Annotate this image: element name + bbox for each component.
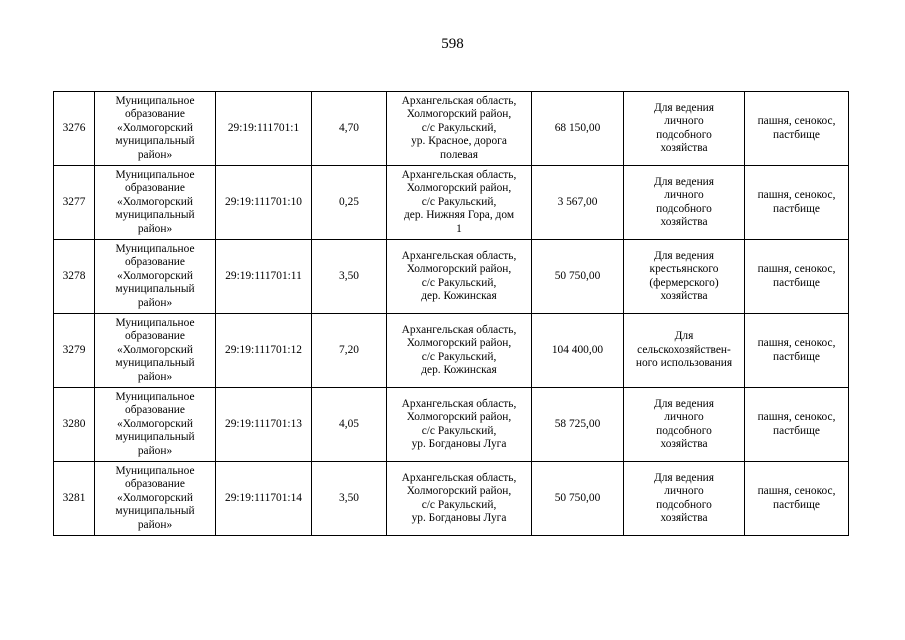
cell-text-line: с/с Ракульский, (421, 350, 497, 363)
cell-address (387, 166, 532, 240)
cell-text-line: дер. Кожинская (421, 289, 497, 302)
cell-text-line: 1 (456, 222, 462, 235)
cell-text-line: (фермерского) (649, 276, 719, 289)
cell-area: 3,50 (312, 462, 387, 536)
cell-text-line: полевая (440, 148, 478, 161)
cell-address (387, 92, 532, 166)
cell-text-line: личного (664, 411, 704, 424)
cell-cadastral-number: 29:19:111701:10 (216, 166, 312, 240)
cell-area: 3,50 (312, 240, 387, 314)
cell-text-line: образование (125, 330, 185, 343)
cell-text-line: Холмогорский район, (406, 337, 512, 350)
cell-text-line: Для ведения (653, 175, 715, 188)
cell-text-line: «Холмогорский (117, 343, 193, 356)
cell-text-line: крестьянского (649, 263, 719, 276)
cell-text-line: образование (125, 182, 185, 195)
cell-address (387, 388, 532, 462)
cell-text-line: Для ведения (653, 249, 715, 262)
cell-permitted-use (624, 92, 745, 166)
cell-record-number: 3276 (54, 92, 95, 166)
cell-permitted-use (624, 166, 745, 240)
table-body (54, 92, 849, 536)
cell-owner (95, 462, 216, 536)
cell-land-type (745, 92, 849, 166)
cell-land-type (745, 240, 849, 314)
cell-text-line: с/с Ракульский, (421, 498, 497, 511)
cell-area: 0,25 (312, 166, 387, 240)
cell-text-line: хозяйства (660, 141, 708, 154)
cell-text-line: Архангельская область, (401, 323, 517, 336)
cell-text-line: Муниципальное (115, 316, 195, 329)
cell-text-line: Муниципальное (115, 390, 195, 403)
cell-text-line: район» (137, 444, 173, 457)
cell-owner (95, 166, 216, 240)
cell-text-line: район» (137, 296, 173, 309)
cell-text-line: сельскохозяйствен- (637, 343, 731, 356)
cell-text-line: пастбище (773, 202, 820, 215)
cell-text-line: хозяйства (660, 215, 708, 228)
cell-text-line: с/с Ракульский, (421, 195, 497, 208)
cell-owner (95, 388, 216, 462)
cell-text-line: Муниципальное (115, 168, 195, 181)
cell-text-line: дер. Кожинская (421, 363, 497, 376)
cell-permitted-use (624, 240, 745, 314)
cell-cadastral-value: 104 400,00 (532, 314, 624, 388)
table-row (54, 240, 849, 314)
cell-text-line: образование (125, 404, 185, 417)
cell-text-line: Муниципальное (115, 464, 195, 477)
cell-permitted-use (624, 388, 745, 462)
cell-text-line: Холмогорский район, (406, 263, 512, 276)
table-row (54, 314, 849, 388)
cell-text-line: подсобного (656, 498, 712, 511)
cell-text-line: пашня, сенокос, (757, 411, 836, 424)
cell-text-line: пастбище (773, 350, 820, 363)
cell-cadastral-number: 29:19:111701:13 (216, 388, 312, 462)
page-number: 598 (441, 36, 464, 52)
land-registry-table (53, 91, 849, 536)
cell-text-line: подсобного (656, 202, 712, 215)
cell-text-line: пастбище (773, 276, 820, 289)
cell-text-line: с/с Ракульский, (421, 121, 497, 134)
cell-text-line: Холмогорский район, (406, 411, 512, 424)
cell-text-line: личного (664, 115, 704, 128)
cell-address (387, 314, 532, 388)
cell-text-line: подсобного (656, 424, 712, 437)
cell-cadastral-number: 29:19:111701:1 (216, 92, 312, 166)
cell-text-line: Для ведения (653, 101, 715, 114)
cell-text-line: район» (137, 148, 173, 161)
cell-record-number: 3280 (54, 388, 95, 462)
cell-text-line: ур. Богдановы Луга (411, 511, 507, 524)
cell-text-line: пашня, сенокос, (757, 115, 836, 128)
cell-text-line: «Холмогорский (117, 269, 193, 282)
cell-text-line: муниципальный (115, 431, 195, 444)
cell-text-line: с/с Ракульский, (421, 424, 497, 437)
cell-text-line: пашня, сенокос, (757, 189, 836, 202)
cell-area: 4,05 (312, 388, 387, 462)
cell-text-line: ур. Богдановы Луга (411, 437, 507, 450)
cell-land-type (745, 388, 849, 462)
cell-owner (95, 240, 216, 314)
table-row (54, 388, 849, 462)
cell-address (387, 240, 532, 314)
cell-text-line: Муниципальное (115, 242, 195, 255)
cell-text-line: район» (137, 370, 173, 383)
cell-cadastral-number: 29:19:111701:12 (216, 314, 312, 388)
cell-text-line: дер. Нижняя Гора, дом (403, 209, 515, 222)
cell-text-line: образование (125, 108, 185, 121)
cell-cadastral-value: 50 750,00 (532, 240, 624, 314)
table-row (54, 462, 849, 536)
cell-text-line: ур. Красное, дорога (411, 135, 507, 148)
cell-text-line: личного (664, 485, 704, 498)
cell-text-line: с/с Ракульский, (421, 276, 497, 289)
cell-text-line: образование (125, 256, 185, 269)
cell-text-line: ного использования (635, 357, 733, 370)
cell-text-line: пастбище (773, 498, 820, 511)
cell-text-line: пашня, сенокос, (757, 485, 836, 498)
cell-cadastral-value: 50 750,00 (532, 462, 624, 536)
cell-cadastral-number: 29:19:111701:11 (216, 240, 312, 314)
cell-text-line: Для (674, 330, 694, 343)
cell-owner (95, 92, 216, 166)
cell-text-line: Архангельская область, (401, 168, 517, 181)
cell-text-line: пашня, сенокос, (757, 337, 836, 350)
cell-text-line: пастбище (773, 128, 820, 141)
cell-text-line: муниципальный (115, 283, 195, 296)
cell-text-line: Архангельская область, (401, 249, 517, 262)
cell-text-line: «Холмогорский (117, 121, 193, 134)
cell-text-line: Холмогорский район, (406, 182, 512, 195)
cell-text-line: «Холмогорский (117, 195, 193, 208)
cell-cadastral-value: 58 725,00 (532, 388, 624, 462)
cell-record-number: 3281 (54, 462, 95, 536)
cell-text-line: Архангельская область, (401, 94, 517, 107)
table-row (54, 92, 849, 166)
cell-cadastral-value: 3 567,00 (532, 166, 624, 240)
cell-text-line: район» (137, 222, 173, 235)
cell-text-line: Холмогорский район, (406, 485, 512, 498)
cell-text-line: Холмогорский район, (406, 108, 512, 121)
cell-text-line: муниципальный (115, 135, 195, 148)
cell-text-line: «Холмогорский (117, 491, 193, 504)
cell-text-line: Для ведения (653, 397, 715, 410)
cell-land-type (745, 314, 849, 388)
cell-land-type (745, 166, 849, 240)
cell-text-line: Архангельская область, (401, 471, 517, 484)
cell-text-line: муниципальный (115, 505, 195, 518)
cell-cadastral-number: 29:19:111701:14 (216, 462, 312, 536)
cell-text-line: хозяйства (660, 437, 708, 450)
cell-text-line: «Холмогорский (117, 417, 193, 430)
cell-text-line: пашня, сенокос, (757, 263, 836, 276)
cell-permitted-use (624, 314, 745, 388)
cell-text-line: хозяйства (660, 511, 708, 524)
cell-land-type (745, 462, 849, 536)
cell-text-line: Муниципальное (115, 94, 195, 107)
cell-text-line: муниципальный (115, 357, 195, 370)
cell-owner (95, 314, 216, 388)
cell-permitted-use (624, 462, 745, 536)
cell-record-number: 3277 (54, 166, 95, 240)
cell-record-number: 3278 (54, 240, 95, 314)
cell-text-line: подсобного (656, 128, 712, 141)
cell-area: 7,20 (312, 314, 387, 388)
cell-text-line: муниципальный (115, 209, 195, 222)
cell-text-line: пастбище (773, 424, 820, 437)
cell-record-number: 3279 (54, 314, 95, 388)
table-row (54, 166, 849, 240)
cell-text-line: Архангельская область, (401, 397, 517, 410)
cell-text-line: Для ведения (653, 471, 715, 484)
cell-text-line: хозяйства (660, 289, 708, 302)
cell-text-line: район» (137, 518, 173, 531)
cell-text-line: личного (664, 189, 704, 202)
cell-area: 4,70 (312, 92, 387, 166)
cell-cadastral-value: 68 150,00 (532, 92, 624, 166)
cell-address (387, 462, 532, 536)
cell-text-line: образование (125, 478, 185, 491)
